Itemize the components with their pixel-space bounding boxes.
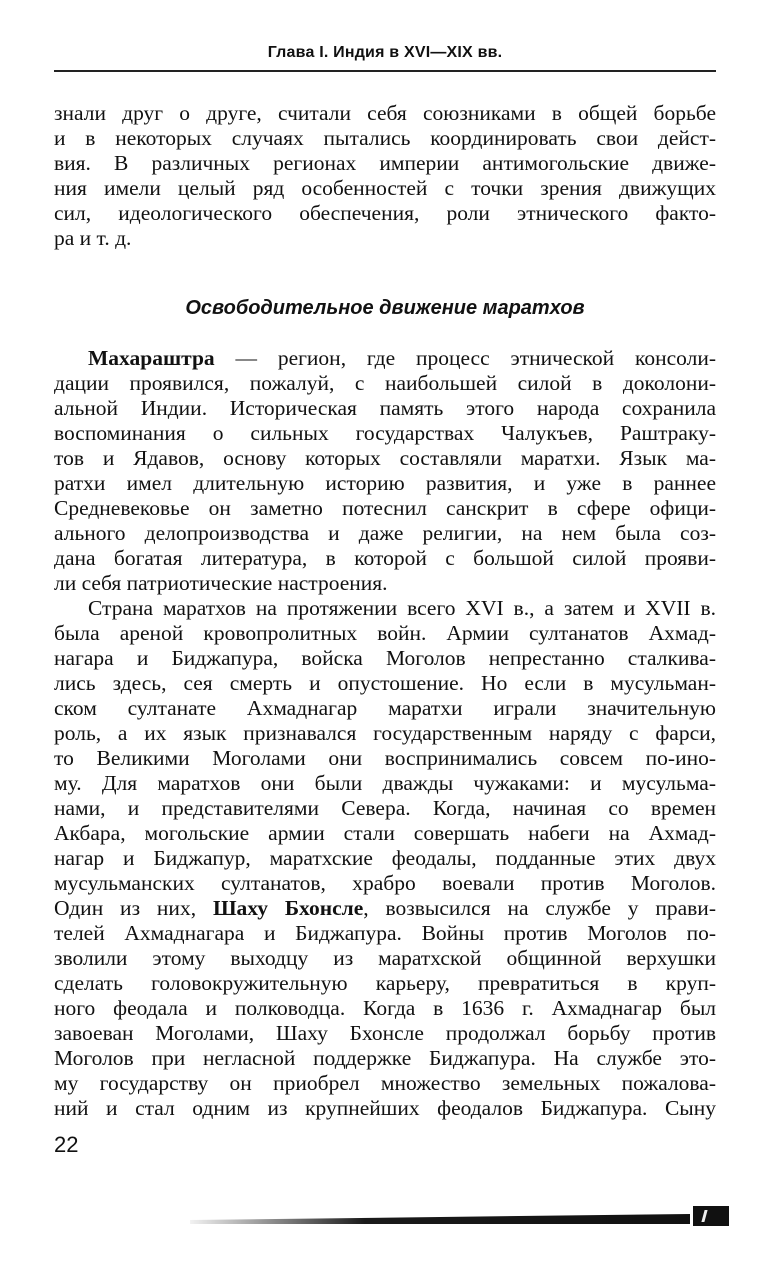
text-line: дана богатая литература, в которой с большой силой прояви-: [54, 546, 716, 570]
text-line: тов и Ядавов, основу которых составляли маратхи. Язык ма-: [54, 446, 716, 470]
text-line: нагара и Биджапура, войска Моголов непрестанно сталкива-: [54, 646, 716, 670]
text-line: [88, 346, 716, 371]
text-line: Средневековье он заметно потеснил санскрит в сфере офици-: [54, 496, 716, 520]
person-name: Шаху Бхонсле: [212, 896, 364, 920]
text-line: ратхи имел длительную историю развития, и уже в раннее: [54, 471, 716, 495]
text-line: ли себя патриотические настроения.: [54, 571, 388, 595]
text-line: знали друг о друге, считали себя союзниками в общей борьбе: [54, 101, 716, 125]
header-rule: [54, 70, 716, 72]
text-line: Страна маратхов на протяжении всего XVI в., а затем и XVII в.: [88, 596, 716, 620]
text-line: нами, и представителями Севера. Когда, начиная со времен: [54, 796, 716, 820]
scan-edge-shadow: [190, 1214, 690, 1224]
section-heading: Освободительное движение маратхов: [185, 297, 585, 319]
text-line: зволили этому выходцу из маратхской общинной верхушки: [54, 946, 716, 970]
text-line: альной Индии. Историческая память этого народа сохранила: [54, 396, 716, 420]
text-span: Один из них,: [54, 896, 213, 920]
text-line: Моголов при негласной поддержке Биджапура. На службе это-: [54, 1046, 716, 1070]
text-line: лись здесь, сея смерть и опустошение. Но если в мусульман-: [54, 671, 716, 695]
text-line: му. Для маратхов они были дважды чужаками: и мусульма-: [54, 771, 716, 795]
text-line: ра и т. д.: [54, 226, 132, 250]
text-line: ального делопроизводства и даже религии, на нем была соз-: [54, 521, 716, 545]
running-head: Глава I. Индия в XVI—XIX вв.: [267, 44, 503, 61]
text-line: нагар и Биджапур, маратхские феодалы, подданные этих двух: [54, 846, 716, 870]
scan-edge-mark: [693, 1206, 729, 1226]
text-span: , возвысился на службе у прави-: [363, 896, 716, 920]
text-line: вия. В различных регионах империи антимогольские движе-: [54, 151, 716, 175]
text-line: сил, идеологического обеспечения, роли этнического факто-: [54, 201, 716, 225]
text-span: — регион, где процесс этнической консоли-: [214, 346, 716, 370]
text-line: ском султанате Ахмаднагар маратхи играли значительную: [54, 696, 716, 720]
text-line: воспоминания о сильных государствах Чалукъев, Раштраку-: [54, 421, 716, 445]
text-line: сделать головокружительную карьеру, превратиться в круп-: [54, 971, 716, 995]
text-line: мусульманских султанатов, храбро воевали против Моголов.: [54, 871, 716, 895]
text-line: ний и стал одним из крупнейших феодалов Биджапура. Сыну: [54, 1096, 716, 1120]
page-number: 22: [54, 1132, 79, 1157]
text-line: му государству он приобрел множество земельных пожалова-: [54, 1071, 716, 1095]
text-line: роль, а их язык признавался государственным наряду с фарси,: [54, 721, 716, 745]
text-line: дации проявился, пожалуй, с наибольшей силой в доколони-: [54, 371, 716, 395]
lead-term: Махараштра: [88, 346, 215, 370]
text-line: и в некоторых случаях пытались координировать свои дейст-: [54, 126, 716, 150]
text-line: была ареной кровопролитных войн. Армии султанатов Ахмад-: [54, 621, 716, 645]
text-line: [54, 896, 716, 921]
text-line: ного феодала и полководца. Когда в 1636 г. Ахмаднагар был: [54, 996, 716, 1020]
text-line: завоеван Моголами, Шаху Бхонсле продолжал борьбу против: [54, 1021, 716, 1045]
text-line: телей Ахмаднагара и Биджапура. Войны против Моголов по-: [54, 921, 716, 945]
text-line: ния имели целый ряд особенностей с точки зрения движущих: [54, 176, 716, 200]
text-line: Акбара, могольские армии стали совершать набеги на Ахмад-: [54, 821, 716, 845]
text-line: то Великими Моголами они воспринимались совсем по-ино-: [54, 746, 716, 770]
